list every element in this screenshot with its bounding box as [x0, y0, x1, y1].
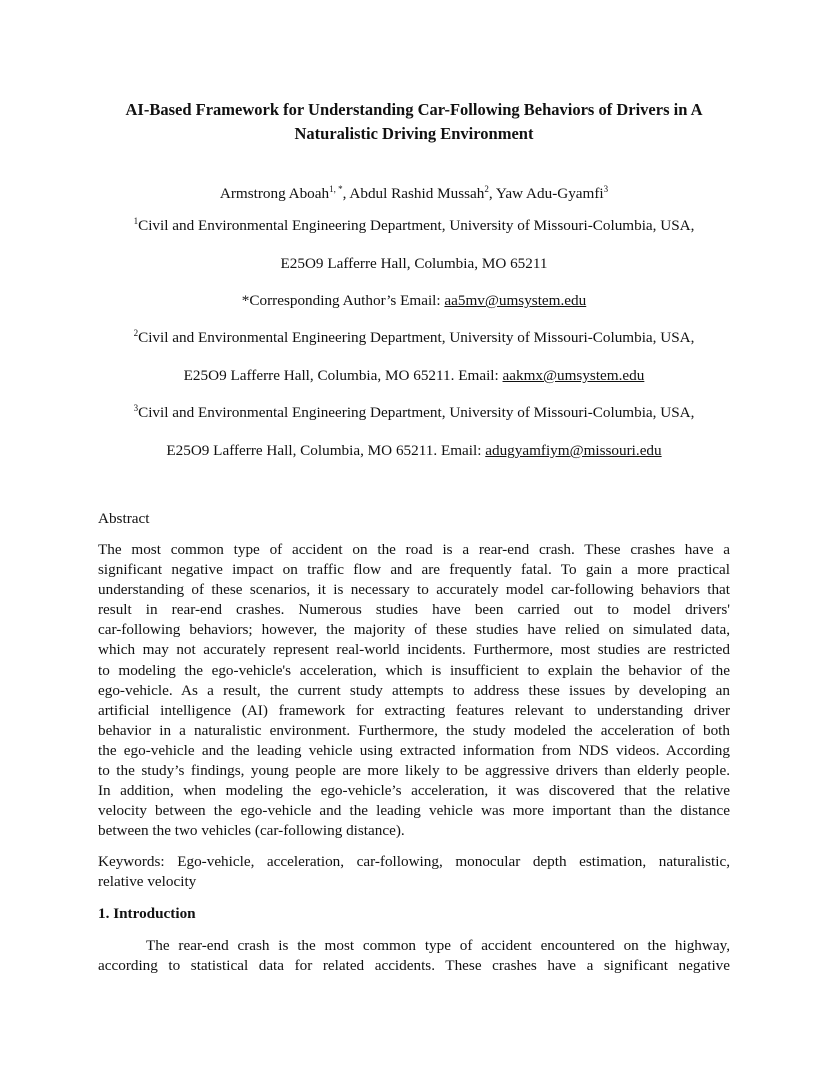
- abstract-line: ego-vehicle. As a result, the current study attempts to address these issues by developing an: [98, 681, 730, 699]
- intro-line: according to statistical data for related accidents. These crashes have a significant negative: [98, 957, 730, 975]
- affiliation-3: [60, 403, 768, 423]
- affiliation-3-address: [60, 441, 768, 461]
- corresponding-email-link[interactable]: aa5mv@umsystem.edu: [444, 292, 587, 309]
- author-marker: 3: [603, 184, 609, 194]
- corresponding-label: *Corresponding Author’s Email:: [241, 292, 445, 309]
- affiliation-text: Civil and Environmental Engineering Department, University of Missouri-Columbia, USA,: [138, 329, 695, 346]
- abstract-line: car-following behaviors; however, the majority of these studies have relied on simulated data,: [98, 621, 730, 639]
- title-line: Naturalistic Driving Environment: [294, 124, 534, 143]
- abstract-line: result in rear-end crashes. Numerous studies have been carried out to model drivers': [98, 601, 730, 619]
- author-marker: 1, *: [329, 184, 343, 194]
- title-line: AI-Based Framework for Understanding Car-Following Behaviors of Drivers in A: [125, 100, 703, 119]
- section-heading-introduction: 1. Introduction: [98, 905, 196, 922]
- abstract-line: understanding of these scenarios, it is necessary to accurately model car-following behaviors that: [98, 581, 730, 599]
- keywords-line: relative velocity: [98, 873, 197, 891]
- introduction-body: [98, 936, 730, 976]
- abstract-line: between the two vehicles (car-following distance).: [98, 822, 405, 840]
- author-3-email-link[interactable]: adugyamfiym@missouri.edu: [485, 442, 662, 459]
- author-name: , Abdul Rashid Mussah: [342, 185, 485, 202]
- paper-title: [60, 98, 768, 146]
- abstract-line: In addition, when modeling the ego-vehicle’s acceleration, it was discovered that the relative: [98, 782, 730, 800]
- affiliation-1-address: E25O9 Lafferre Hall, Columbia, MO 65211: [280, 255, 548, 272]
- address-text: E25O9 Lafferre Hall, Columbia, MO 65211. Email:: [166, 442, 486, 459]
- abstract-line: to modeling the ego-vehicle's acceleration, which is insufficient to explain the behavior of the: [98, 661, 730, 679]
- address-text: E25O9 Lafferre Hall, Columbia, MO 65211. Email:: [183, 367, 503, 384]
- author-name: , Yaw Adu-Gyamfi: [488, 185, 604, 202]
- keywords: [98, 852, 730, 892]
- affiliation-marker: 3: [133, 403, 139, 413]
- abstract-heading: Abstract: [98, 510, 150, 527]
- intro-line: The rear-end crash is the most common type of accident encountered on the highway,: [146, 937, 730, 954]
- affiliation-marker: 2: [133, 328, 139, 338]
- abstract-body: [98, 540, 730, 841]
- abstract-line: velocity between the ego-vehicle and the leading vehicle was more important than the distance: [98, 802, 730, 820]
- author-2-email-link[interactable]: aakmx@umsystem.edu: [502, 367, 645, 384]
- abstract-line: the ego-vehicle and the leading vehicle using extracted information from NDS videos. According: [98, 741, 730, 759]
- corresponding-author: [60, 291, 768, 311]
- affiliation-marker: 1: [133, 216, 139, 226]
- abstract-line: behavior in a naturalistic environment. Furthermore, the study modeled the acceleration of both: [98, 721, 730, 739]
- affiliation-1: [60, 216, 768, 236]
- affiliation-text: Civil and Environmental Engineering Department, University of Missouri-Columbia, USA,: [138, 217, 695, 234]
- abstract-line: which may not accurately represent real-world incidents. Furthermore, most studies are restricted: [98, 641, 730, 659]
- keywords-line: Keywords: Ego-vehicle, acceleration, car-following, monocular depth estimation, naturalistic,: [98, 853, 730, 870]
- abstract-line: to the study’s findings, young people are more likely to be aggressive drivers than elderly people.: [98, 762, 730, 780]
- abstract-line: artificial intelligence (AI) framework for extracting features relevant to understanding driver: [98, 701, 730, 719]
- author-marker: 2: [484, 184, 489, 194]
- author-list: [60, 184, 768, 204]
- abstract-line: The most common type of accident on the road is a rear-end crash. These crashes have a: [98, 541, 730, 558]
- affiliation-text: Civil and Environmental Engineering Department, University of Missouri-Columbia, USA,: [138, 404, 695, 421]
- abstract-line: significant negative impact on traffic flow and are frequently fatal. To gain a more practical: [98, 561, 730, 579]
- affiliation-2-address: [60, 366, 768, 386]
- affiliation-2: [60, 328, 768, 348]
- author-name: Armstrong Aboah: [219, 185, 330, 202]
